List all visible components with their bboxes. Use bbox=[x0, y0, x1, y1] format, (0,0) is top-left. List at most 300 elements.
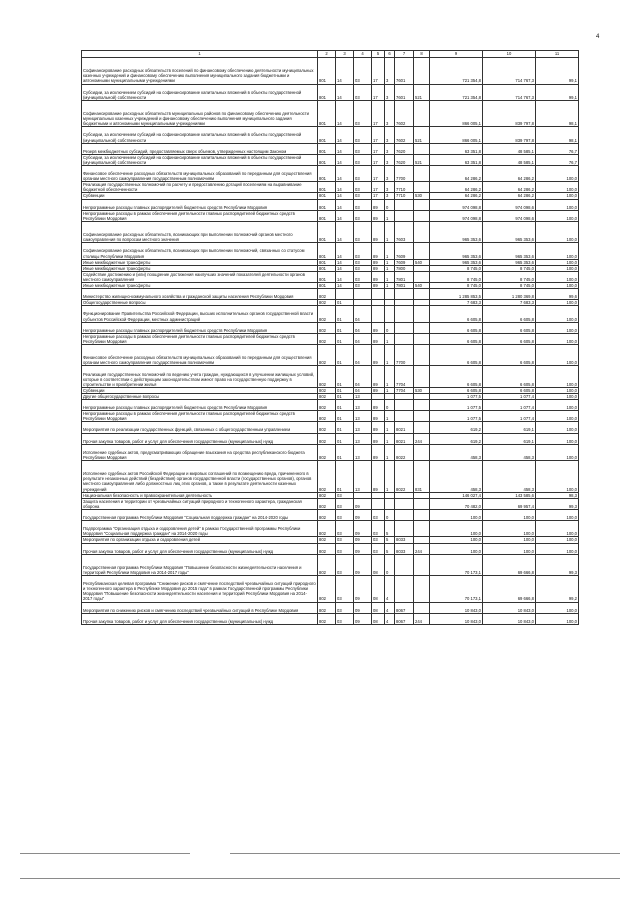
amount-executed: 10 843,0 bbox=[483, 602, 536, 613]
execution-percent: 99,6 bbox=[536, 289, 579, 300]
header-cell: 4 bbox=[354, 51, 372, 58]
table-row bbox=[82, 199, 579, 210]
execution-percent: 98,1 bbox=[536, 127, 579, 143]
code-item bbox=[395, 509, 414, 520]
amount-approved: 458,3 bbox=[430, 461, 483, 493]
amount-executed: 965 353,6 bbox=[483, 259, 536, 265]
code-section: 14 bbox=[336, 221, 354, 242]
code-ministry: 801 bbox=[318, 199, 336, 210]
header-cell: 5 bbox=[372, 51, 385, 58]
code-section: 03 bbox=[336, 576, 354, 603]
code-subprogram: 1 bbox=[385, 345, 395, 366]
code-subsection: 09 bbox=[354, 537, 372, 543]
code-subsection: 09 bbox=[354, 498, 372, 509]
code-expense-type bbox=[414, 210, 430, 221]
code-subsection: 09 bbox=[354, 509, 372, 520]
row-name: Прочая закупка товаров, работ и услуг для обеспечения государственных (муниципальных) нужд bbox=[82, 433, 318, 444]
amount-approved: 974 098,8 bbox=[430, 199, 483, 210]
amount-approved: 965 353,6 bbox=[430, 243, 483, 259]
amount-executed: 7 683,3 bbox=[483, 300, 536, 306]
code-ministry: 802 bbox=[318, 543, 336, 554]
code-program bbox=[372, 498, 385, 509]
table-row bbox=[82, 521, 579, 537]
execution-percent: 76,7 bbox=[536, 154, 579, 165]
execution-percent: 100,0 bbox=[536, 400, 579, 411]
code-ministry: 801 bbox=[318, 271, 336, 282]
code-ministry: 802 bbox=[318, 498, 336, 509]
code-expense-type: 540 bbox=[414, 259, 430, 265]
amount-executed: 1 280 369,8 bbox=[483, 289, 536, 300]
code-section: 14 bbox=[336, 243, 354, 259]
execution-percent: 100,0 bbox=[536, 393, 579, 399]
amount-executed: 1 077,4 bbox=[483, 411, 536, 422]
amount-approved: 70 173,1 bbox=[430, 576, 483, 603]
code-ministry: 802 bbox=[318, 554, 336, 575]
code-section: 14 bbox=[336, 193, 354, 199]
code-ministry: 802 bbox=[318, 509, 336, 520]
code-item: 8022 bbox=[395, 461, 414, 493]
amount-executed: 974 098,6 bbox=[483, 199, 536, 210]
row-name: Субвенции bbox=[82, 387, 318, 393]
code-program: 89 bbox=[372, 345, 385, 366]
scan-edge-line bbox=[20, 878, 620, 879]
code-section: 14 bbox=[336, 84, 354, 100]
code-subprogram: 1 bbox=[385, 243, 395, 259]
amount-approved: 146 027,4 bbox=[430, 492, 483, 498]
amount-approved: 100,0 bbox=[430, 509, 483, 520]
code-subsection: 13 bbox=[354, 411, 372, 422]
code-subprogram: 3 bbox=[385, 182, 395, 193]
code-ministry: 801 bbox=[318, 265, 336, 271]
code-subsection: 04 bbox=[354, 345, 372, 366]
code-section: 14 bbox=[336, 127, 354, 143]
amount-executed: 974 098,6 bbox=[483, 210, 536, 221]
code-item: 7602 bbox=[395, 100, 414, 127]
code-ministry: 801 bbox=[318, 193, 336, 199]
amount-executed: 458,3 bbox=[483, 444, 536, 460]
code-section: 01 bbox=[336, 322, 354, 333]
code-item: 8033 bbox=[395, 537, 414, 543]
table-row bbox=[82, 289, 579, 300]
amount-executed: 1 077,4 bbox=[483, 393, 536, 399]
header-cell: 3 bbox=[336, 51, 354, 58]
amount-approved: 100,0 bbox=[430, 521, 483, 537]
table-row bbox=[82, 271, 579, 282]
execution-percent: 100,0 bbox=[536, 259, 579, 265]
code-subsection: 09 bbox=[354, 576, 372, 603]
amount-executed: 100,0 bbox=[483, 521, 536, 537]
amount-executed: 714 767,3 bbox=[483, 58, 536, 85]
code-expense-type: 831 bbox=[414, 461, 430, 493]
execution-percent: 100,0 bbox=[536, 282, 579, 288]
code-ministry: 802 bbox=[318, 306, 336, 322]
code-section: 03 bbox=[336, 537, 354, 543]
code-item: 7609 bbox=[395, 243, 414, 259]
execution-percent: 100,0 bbox=[536, 271, 579, 282]
amount-executed: 619,1 bbox=[483, 433, 536, 444]
table-row bbox=[82, 165, 579, 181]
amount-executed: 69 666,8 bbox=[483, 576, 536, 603]
code-ministry: 802 bbox=[318, 345, 336, 366]
scan-edge-line bbox=[230, 853, 620, 854]
code-ministry: 802 bbox=[318, 322, 336, 333]
code-section: 14 bbox=[336, 100, 354, 127]
code-subsection: 03 bbox=[354, 154, 372, 165]
amount-approved: 63 351,8 bbox=[430, 143, 483, 154]
code-program bbox=[372, 289, 385, 300]
code-subprogram: 1 bbox=[385, 265, 395, 271]
code-subsection: 03 bbox=[354, 221, 372, 242]
code-section: 03 bbox=[336, 498, 354, 509]
row-name: Непрограммные расходы главных распорядителей бюджетных средств Республики Мордовия bbox=[82, 322, 318, 333]
code-item bbox=[395, 498, 414, 509]
code-item: 8022 bbox=[395, 444, 414, 460]
code-program: 17 bbox=[372, 100, 385, 127]
code-section: 03 bbox=[336, 492, 354, 498]
execution-percent: 98,3 bbox=[536, 492, 579, 498]
code-item: 7704 bbox=[395, 366, 414, 387]
code-ministry: 802 bbox=[318, 602, 336, 613]
row-name: Прочая закупка товаров, работ и услуг для обеспечения государственных (муниципальных) нужд bbox=[82, 543, 318, 554]
amount-approved: 64 286,2 bbox=[430, 182, 483, 193]
code-subprogram: 1 bbox=[385, 422, 395, 433]
code-subsection: 09 bbox=[354, 543, 372, 554]
execution-percent: 100,0 bbox=[536, 422, 579, 433]
row-name: Софинансирование расходных обязательств муниципальных районов по финансовому обеспечению деятельности муниципальных казенных учреждений и финансовому обеспечению выполнения муниципального задания бюджетными и автономными муниципальными учреждениями bbox=[82, 100, 318, 127]
execution-percent: 100,0 bbox=[536, 537, 579, 543]
row-name: Субсидии, за исключением субсидий на софинансирование капитальных вложений в объекты государственной (муниципальной) собственности bbox=[82, 127, 318, 143]
code-subsection: 04 bbox=[354, 306, 372, 322]
code-subsection: 04 bbox=[354, 366, 372, 387]
code-section: 14 bbox=[336, 271, 354, 282]
amount-executed: 839 797,8 bbox=[483, 127, 536, 143]
code-ministry: 802 bbox=[318, 422, 336, 433]
code-subsection: 03 bbox=[354, 259, 372, 265]
code-item: 7602 bbox=[395, 127, 414, 143]
code-subsection: 03 bbox=[354, 165, 372, 181]
code-item bbox=[395, 411, 414, 422]
row-name: Иные межбюджетные трансферты bbox=[82, 265, 318, 271]
code-subprogram: 1 bbox=[385, 210, 395, 221]
code-program: 17 bbox=[372, 165, 385, 181]
code-section: 03 bbox=[336, 602, 354, 613]
table-row bbox=[82, 543, 579, 554]
execution-percent: 100,0 bbox=[536, 182, 579, 193]
code-expense-type bbox=[414, 221, 430, 242]
code-subprogram: 3 bbox=[385, 84, 395, 100]
code-program: 89 bbox=[372, 366, 385, 387]
execution-percent: 100,0 bbox=[536, 243, 579, 259]
execution-percent: 100,0 bbox=[536, 521, 579, 537]
code-expense-type bbox=[414, 143, 430, 154]
code-expense-type: 530 bbox=[414, 387, 430, 393]
amount-executed: 143 585,6 bbox=[483, 492, 536, 498]
table-row bbox=[82, 143, 579, 154]
row-name: Функционирование Правительства Российской Федерации, высших исполнительных органов государственной власти субъектов Российской Федерации, местных администраций bbox=[82, 306, 318, 322]
code-section: 14 bbox=[336, 182, 354, 193]
code-ministry: 801 bbox=[318, 182, 336, 193]
row-name: Исполнение судебных актов, предусматривающих обращение взыскания на средства республиканского бюджета Республики Мордовия bbox=[82, 444, 318, 460]
row-name: Государственная программа Республики Мордовия "Социальная поддержка граждан" на 2014-2020 годы bbox=[82, 509, 318, 520]
amount-executed: 64 286,2 bbox=[483, 193, 536, 199]
code-section: 01 bbox=[336, 393, 354, 399]
amount-executed: 8 745,0 bbox=[483, 265, 536, 271]
row-name: Реализация государственных полномочий по ведению учета граждан, нуждающихся в улучшении жилищных условий, которые в соответствии с действующим законодательством имеют право на государственную поддержку в строительстве и приобретении жилья bbox=[82, 366, 318, 387]
code-subsection: 03 bbox=[354, 265, 372, 271]
budget-table bbox=[81, 50, 579, 625]
code-ministry: 802 bbox=[318, 393, 336, 399]
code-subsection: 03 bbox=[354, 282, 372, 288]
code-section: 01 bbox=[336, 345, 354, 366]
code-item bbox=[395, 400, 414, 411]
code-expense-type bbox=[414, 366, 430, 387]
code-item bbox=[395, 199, 414, 210]
code-ministry: 801 bbox=[318, 282, 336, 288]
amount-approved: 965 353,6 bbox=[430, 221, 483, 242]
amount-approved: 7 683,3 bbox=[430, 300, 483, 306]
amount-executed: 64 286,2 bbox=[483, 182, 536, 193]
code-subsection: 03 bbox=[354, 210, 372, 221]
code-section: 01 bbox=[336, 461, 354, 493]
code-subprogram bbox=[385, 306, 395, 322]
row-name: Софинансирование расходных обязательств, возникающих при выполнении полномочий, связанных со статусом столицы Республики Мордовия bbox=[82, 243, 318, 259]
execution-percent: 100,0 bbox=[536, 543, 579, 554]
code-section: 14 bbox=[336, 282, 354, 288]
code-subprogram: 0 bbox=[385, 400, 395, 411]
amount-executed: 8 745,0 bbox=[483, 271, 536, 282]
code-subprogram: 4 bbox=[385, 613, 395, 624]
code-program: 89 bbox=[372, 333, 385, 344]
row-name: Непрограммные расходы в рамках обеспечения деятельности главных распорядителей бюджетных средств Республики Мордовия bbox=[82, 411, 318, 422]
code-subprogram bbox=[385, 498, 395, 509]
code-subprogram: 1 bbox=[385, 366, 395, 387]
table-row bbox=[82, 84, 579, 100]
code-program: 89 bbox=[372, 422, 385, 433]
code-expense-type bbox=[414, 165, 430, 181]
row-name: Субвенции bbox=[82, 193, 318, 199]
code-subsection: 13 bbox=[354, 461, 372, 493]
code-subsection: 03 bbox=[354, 127, 372, 143]
execution-percent: 100,0 bbox=[536, 306, 579, 322]
code-expense-type bbox=[414, 602, 430, 613]
code-expense-type bbox=[414, 521, 430, 537]
execution-percent: 100,0 bbox=[536, 322, 579, 333]
row-name: Общегосударственные вопросы bbox=[82, 300, 318, 306]
code-item bbox=[395, 333, 414, 344]
code-ministry: 802 bbox=[318, 576, 336, 603]
code-section: 14 bbox=[336, 154, 354, 165]
table-row bbox=[82, 182, 579, 193]
table-row bbox=[82, 243, 579, 259]
execution-percent: 100,0 bbox=[536, 265, 579, 271]
code-subprogram: 1 bbox=[385, 433, 395, 444]
row-name: Непрограммные расходы в рамках обеспечения деятельности главных распорядителей бюджетных средств Республики Мордовия bbox=[82, 333, 318, 344]
amount-executed: 48 585,1 bbox=[483, 143, 536, 154]
code-program: 17 bbox=[372, 154, 385, 165]
code-subsection: 03 bbox=[354, 271, 372, 282]
table-row bbox=[82, 576, 579, 603]
code-program bbox=[372, 306, 385, 322]
amount-executed: 8 745,0 bbox=[483, 282, 536, 288]
code-expense-type: 540 bbox=[414, 282, 430, 288]
row-name: Софинансирование расходных обязательств поселений по финансовому обеспечению деятельности муниципальных казенных учреждений и финансовому обеспечению выполнения муниципального задания бюджетными и автономными муниципальными учреждениями bbox=[82, 58, 318, 85]
amount-approved: 619,2 bbox=[430, 422, 483, 433]
amount-approved: 6 605,8 bbox=[430, 333, 483, 344]
amount-approved: 70 173,1 bbox=[430, 554, 483, 575]
table-row bbox=[82, 333, 579, 344]
execution-percent: 100,0 bbox=[536, 387, 579, 393]
code-section: 01 bbox=[336, 422, 354, 433]
amount-approved: 10 843,0 bbox=[430, 602, 483, 613]
code-item: 7710 bbox=[395, 182, 414, 193]
row-name: Подпрограмма "Организация отдыха и оздоровления детей" в рамках Государственной программы Республики Мордовия "Социальная поддержка граждан" на 2014-2020 годы bbox=[82, 521, 318, 537]
code-item: 7620 bbox=[395, 143, 414, 154]
amount-approved: 1 077,5 bbox=[430, 400, 483, 411]
page-number: 4 bbox=[596, 34, 600, 40]
table-row bbox=[82, 461, 579, 493]
code-expense-type bbox=[414, 199, 430, 210]
execution-percent: 100,0 bbox=[536, 193, 579, 199]
amount-executed: 965 353,6 bbox=[483, 221, 536, 242]
header-cell: 8 bbox=[414, 51, 430, 58]
header-cell: 2 bbox=[318, 51, 336, 58]
code-section: 01 bbox=[336, 387, 354, 393]
amount-executed: 100,0 bbox=[483, 543, 536, 554]
amount-executed: 714 767,3 bbox=[483, 84, 536, 100]
code-item: 7801 bbox=[395, 271, 414, 282]
code-subprogram: 5 bbox=[385, 537, 395, 543]
code-item: 7700 bbox=[395, 345, 414, 366]
code-subprogram: 0 bbox=[385, 322, 395, 333]
code-expense-type bbox=[414, 100, 430, 127]
code-section: 14 bbox=[336, 265, 354, 271]
row-name: Исполнение судебных актов Российской Федерации и мировых соглашений по возмещению вреда, причиненного в результате незаконных действий (бездействия) органов государственной власти (государственных органов), органов местного самоуправления либо должностных лиц этих органов, а также в результате деятельности казенных учреждений bbox=[82, 461, 318, 493]
code-program: 17 bbox=[372, 84, 385, 100]
code-item: 7603 bbox=[395, 221, 414, 242]
code-item: 7601 bbox=[395, 84, 414, 100]
code-program: 17 bbox=[372, 193, 385, 199]
code-program: 89 bbox=[372, 444, 385, 460]
amount-approved: 866 005,1 bbox=[430, 100, 483, 127]
execution-percent: 99,3 bbox=[536, 554, 579, 575]
row-name: Мероприятия по снижению рисков и смягчению последствий чрезвычайных ситуаций в Республике Мордовия bbox=[82, 602, 318, 613]
code-subsection: 09 bbox=[354, 613, 372, 624]
execution-percent: 100,0 bbox=[536, 461, 579, 493]
header-cell: 9 bbox=[430, 51, 483, 58]
code-program: 03 bbox=[372, 509, 385, 520]
amount-approved: 458,3 bbox=[430, 444, 483, 460]
code-expense-type bbox=[414, 333, 430, 344]
code-program: 89 bbox=[372, 210, 385, 221]
execution-percent: 99,2 bbox=[536, 576, 579, 603]
code-section: 14 bbox=[336, 143, 354, 154]
row-name: Финансовое обеспечение расходных обязательств муниципальных образований по переданным для осуществления органам местного самоуправления государственным полномочиям bbox=[82, 165, 318, 181]
amount-executed: 6 605,8 bbox=[483, 387, 536, 393]
code-expense-type: 521 bbox=[414, 127, 430, 143]
scan-edge-line bbox=[20, 853, 190, 854]
table-row bbox=[82, 613, 579, 624]
execution-percent: 99,1 bbox=[536, 58, 579, 85]
row-name: Резерв межбюджетных субсидий, предоставляемых сверх объемов, утвержденных настоящим Законом bbox=[82, 143, 318, 154]
code-ministry: 801 bbox=[318, 84, 336, 100]
amount-approved: 619,2 bbox=[430, 433, 483, 444]
code-program: 17 bbox=[372, 182, 385, 193]
code-subprogram: 3 bbox=[385, 143, 395, 154]
header-cell: 7 bbox=[395, 51, 414, 58]
code-section: 03 bbox=[336, 509, 354, 520]
code-item bbox=[395, 306, 414, 322]
row-name: Иные межбюджетные трансферты bbox=[82, 259, 318, 265]
row-name: Республиканская целевая программа "Снижение рисков и смягчение последствий чрезвычайных ситуаций природного и техногенного характера в Республике Мордовия до 2015 года" в рамках Государственной программы Республики Мордовия "Повышение безопасности жизнедеятельности населения и территорий Республики Мордовия на 2014-2017 годы" bbox=[82, 576, 318, 603]
code-expense-type bbox=[414, 322, 430, 333]
code-subsection: 09 bbox=[354, 521, 372, 537]
amount-executed: 6 605,8 bbox=[483, 306, 536, 322]
code-subprogram: 0 bbox=[385, 554, 395, 575]
code-program: 89 bbox=[372, 265, 385, 271]
row-name: Субсидии, за исключением субсидий на софинансирование капитальных вложений в объекты государственной (муниципальной) собственности bbox=[82, 154, 318, 165]
amount-executed: 458,3 bbox=[483, 461, 536, 493]
code-expense-type bbox=[414, 58, 430, 85]
code-program: 08 bbox=[372, 554, 385, 575]
table-header-row bbox=[82, 51, 579, 58]
table-row bbox=[82, 306, 579, 322]
code-program: 89 bbox=[372, 411, 385, 422]
amount-executed: 100,0 bbox=[483, 509, 536, 520]
code-expense-type bbox=[414, 444, 430, 460]
code-item: 7700 bbox=[395, 165, 414, 181]
row-name: Другие общегосударственные вопросы bbox=[82, 393, 318, 399]
code-ministry: 801 bbox=[318, 143, 336, 154]
code-item bbox=[395, 322, 414, 333]
code-program: 89 bbox=[372, 387, 385, 393]
row-name: Национальная безопасность и правоохранительная деятельность bbox=[82, 492, 318, 498]
code-section: 14 bbox=[336, 58, 354, 85]
amount-approved: 100,0 bbox=[430, 543, 483, 554]
code-item: 7710 bbox=[395, 193, 414, 199]
amount-executed: 69 666,8 bbox=[483, 554, 536, 575]
code-ministry: 802 bbox=[318, 521, 336, 537]
row-name: Непрограммные расходы главных распорядителей бюджетных средств Республики Мордовия bbox=[82, 400, 318, 411]
code-ministry: 801 bbox=[318, 165, 336, 181]
code-subprogram: 1 bbox=[385, 271, 395, 282]
code-subprogram: 3 bbox=[385, 100, 395, 127]
execution-percent: 100,0 bbox=[536, 366, 579, 387]
code-expense-type bbox=[414, 182, 430, 193]
execution-percent: 100,0 bbox=[536, 199, 579, 210]
code-section: 14 bbox=[336, 165, 354, 181]
code-subprogram: 4 bbox=[385, 602, 395, 613]
code-item bbox=[395, 576, 414, 603]
code-subprogram: 1 bbox=[385, 259, 395, 265]
code-section: 01 bbox=[336, 300, 354, 306]
amount-approved: 64 286,2 bbox=[430, 193, 483, 199]
code-expense-type bbox=[414, 422, 430, 433]
code-subsection: 09 bbox=[354, 554, 372, 575]
code-subprogram: 1 bbox=[385, 333, 395, 344]
code-subsection: 03 bbox=[354, 143, 372, 154]
execution-percent: 100,0 bbox=[536, 333, 579, 344]
code-program: 89 bbox=[372, 259, 385, 265]
code-section: 14 bbox=[336, 199, 354, 210]
code-item: 7801 bbox=[395, 282, 414, 288]
code-ministry: 802 bbox=[318, 400, 336, 411]
code-ministry: 802 bbox=[318, 433, 336, 444]
table-row bbox=[82, 366, 579, 387]
amount-approved: 8 745,0 bbox=[430, 265, 483, 271]
code-section: 01 bbox=[336, 411, 354, 422]
code-ministry: 802 bbox=[318, 461, 336, 493]
amount-approved: 721 354,8 bbox=[430, 84, 483, 100]
